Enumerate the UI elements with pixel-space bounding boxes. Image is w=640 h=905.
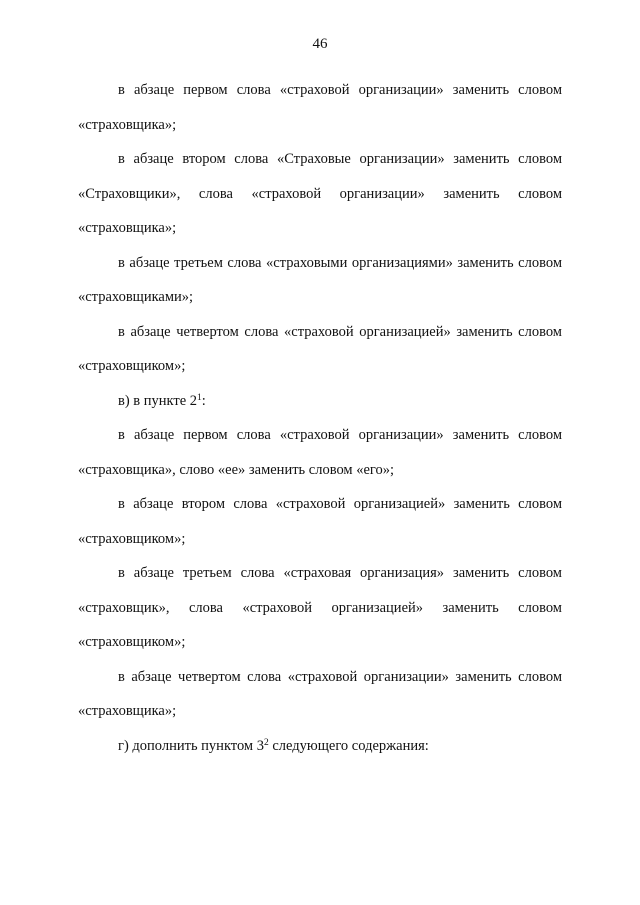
paragraph: в абзаце первом слова «страховой организации» заменить словом «страховщика», слово «ее» заменить словом «его»; [78, 427, 562, 478]
superscript: 2 [263, 737, 269, 748]
document-body [78, 73, 562, 763]
paragraph [78, 384, 562, 419]
page-number: 46 [312, 36, 328, 52]
paragraph-text: следующего содержания: [268, 737, 429, 754]
paragraph: в абзаце третьем слова «страховая организация» заменить словом «страховщик», слова «страховой организацией» заменить словом «страховщиком»; [78, 565, 562, 650]
superscript: 1 [197, 392, 202, 403]
paragraph: в абзаце четвертом слова «страховой организации» заменить словом «страховщика»; [78, 668, 562, 719]
paragraph [78, 729, 562, 764]
paragraph: в абзаце первом слова «страховой организации» заменить словом «страховщика»; [78, 82, 562, 133]
paragraph: в абзаце третьем слова «страховыми организациями» заменить словом «страховщиками»; [78, 254, 562, 305]
paragraph-text: в) в пункте 2 [118, 392, 198, 409]
paragraph: в абзаце втором слова «страховой организацией» заменить словом «страховщиком»; [78, 496, 562, 547]
paragraph-text: : [201, 392, 206, 409]
paragraph: в абзаце четвертом слова «страховой организацией» заменить словом «страховщиком»; [78, 323, 562, 374]
paragraph: в абзаце втором слова «Страховые организации» заменить словом «Страховщики», слова «страховой организации» заменить словом «страховщика»; [78, 151, 562, 236]
paragraph-text: г) дополнить пунктом 3 [118, 737, 264, 754]
